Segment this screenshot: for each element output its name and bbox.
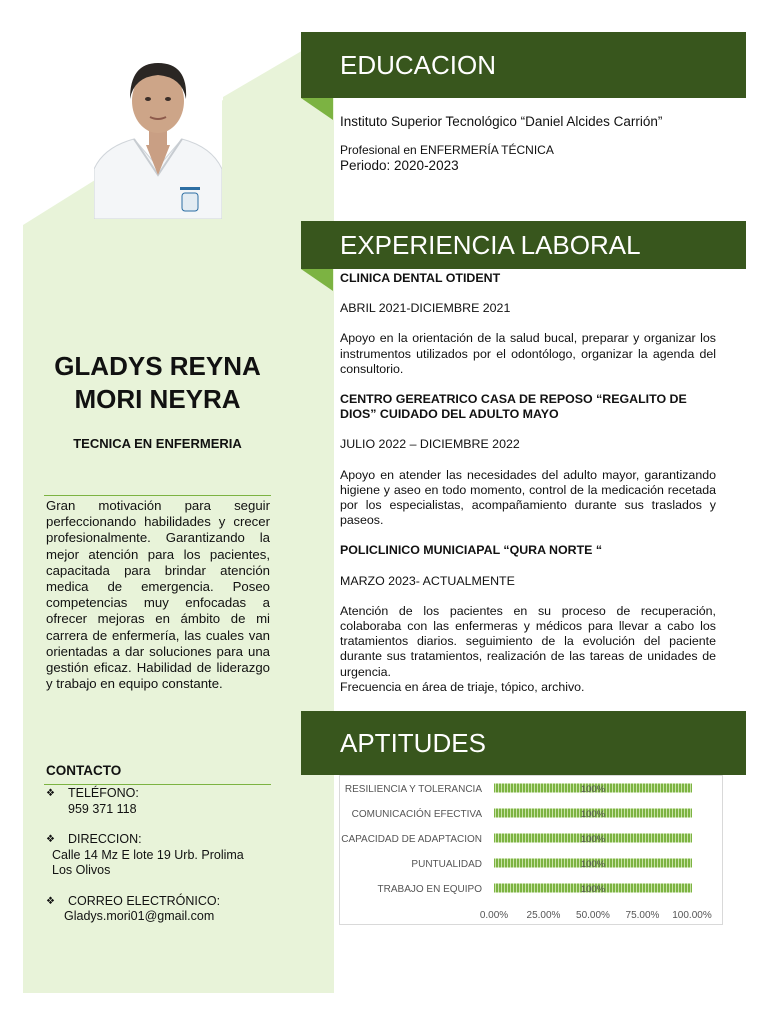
profile-divider (44, 495, 271, 496)
bar-data-label: 100% (580, 859, 606, 870)
job-period: JULIO 2022 – DICIEMBRE 2022 (340, 437, 520, 452)
job-company: CENTRO GEREATRICO CASA DE REPOSO “REGALITO DE DIOS” CUIDADO DEL ADULTO MAYO (340, 392, 687, 422)
category-label: COMUNICACIÓN EFECTIVA (351, 809, 482, 820)
job-description: Atención de los pacientes en su proceso de recuperación, colaboraba con las enfermeras y médicos para llevar a cabo los tratamientos diarios. seguimiento de la evolución del paciente durante sus tratamientos, realización de las tareas de unidades de urgencia. (340, 603, 716, 679)
job-description: Apoyo en atender las necesidades del adulto mayor, garantizando higiene y aseo en todo momento, control de la medicación recetada por los especialistas, acompañamiento durante sus traslados y paseos. (340, 467, 716, 528)
contact-address (46, 832, 276, 879)
job-period: ABRIL 2021-DICIEMBRE 2021 (340, 301, 511, 316)
x-tick-label: 50.00% (576, 910, 610, 921)
candidate-name (30, 350, 285, 416)
bar-data-label: 100% (580, 884, 606, 895)
diamond-bullet-icon: ❖ (46, 788, 55, 799)
email-value: Gladys.mori01@gmail.com (64, 909, 215, 923)
contact-divider (44, 784, 271, 785)
name-line-2: MORI NEYRA (74, 384, 241, 414)
contact-list (46, 786, 276, 940)
job-description: Apoyo en la orientación de la salud bucal, preparar y organizar los instrumentos utilizados por el odontólogo, organizar la agenda del consultorio. (340, 331, 716, 376)
phone-value: 959 371 118 (68, 801, 137, 816)
diamond-bullet-icon: ❖ (46, 895, 55, 907)
job-entry (340, 543, 716, 695)
profile-photo (94, 57, 222, 219)
x-tick-label: 75.00% (625, 910, 660, 921)
education-period: Periodo: 2020-2023 (340, 158, 459, 173)
address-value: Calle 14 Mz E lote 19 Urb. Prolima Los Olivos (52, 847, 244, 877)
job-company: POLICLINICO MUNICIAPAL “QURA NORTE “ (340, 543, 603, 558)
job-entry (340, 392, 716, 528)
bar-data-label: 100% (580, 809, 606, 820)
job-role: TECNICA EN ENFERMERIA (73, 436, 242, 451)
experience-section (340, 271, 716, 695)
job-extra-note: Frecuencia en área de triaje, tópico, archivo. (340, 679, 585, 694)
category-label: TRABAJO EN EQUIPO (377, 884, 482, 895)
job-entry (340, 271, 716, 377)
category-label: RESILIENCIA Y TOLERANCIA (344, 784, 482, 795)
contact-label: CORREO ELECTRÓNICO: (68, 893, 221, 908)
category-label: CAPACIDAD DE ADAPTACION (341, 834, 482, 845)
x-tick-label: 0.00% (479, 910, 509, 921)
diamond-bullet-icon: ❖ (46, 834, 55, 845)
contact-label: TELÉFONO: (68, 786, 139, 800)
x-tick-label: 100.00% (672, 910, 712, 921)
education-degree: Profesional en ENFERMERÍA TÉCNICA (340, 143, 554, 157)
education-header: EDUCACION (301, 32, 746, 98)
profile-summary: Gran motivación para seguir perfeccionando habilidades y crecer profesionalmente. Garantizando la mejor atención para los pacientes, capacitada para brindar atención medica de emergencia. Poseo competencias muy enfocadas a ofrecer mejoras en ámbito de mi carrera de enfermería, las cuales van orientadas a dar soluciones para una gestión eficaz. Habilidad de liderazgo y trabajo en equipo constante. (46, 498, 270, 692)
contact-title: CONTACTO (46, 763, 122, 778)
education-institution: Instituto Superior Tecnológico “Daniel Alcides Carrión” (340, 114, 663, 129)
experience-header: EXPERIENCIA LABORAL (301, 221, 746, 269)
contact-label: DIRECCION: (68, 832, 142, 846)
person-photo-icon (94, 57, 222, 219)
skills-chart (339, 775, 723, 925)
x-tick-label: 25.00% (526, 910, 561, 921)
name-line-1: GLADYS REYNA (54, 351, 261, 381)
contact-phone (46, 786, 276, 817)
education-section (340, 114, 720, 173)
bar-data-label: 100% (580, 784, 606, 795)
skills-header: APTITUDES (301, 711, 746, 775)
contact-email (46, 894, 276, 925)
job-company: CLINICA DENTAL OTIDENT (340, 271, 501, 285)
bar-data-label: 100% (580, 834, 606, 845)
job-period: MARZO 2023- ACTUALMENTE (340, 573, 515, 588)
skills-bar-chart (340, 776, 722, 924)
category-label: PUNTUALIDAD (411, 859, 482, 870)
